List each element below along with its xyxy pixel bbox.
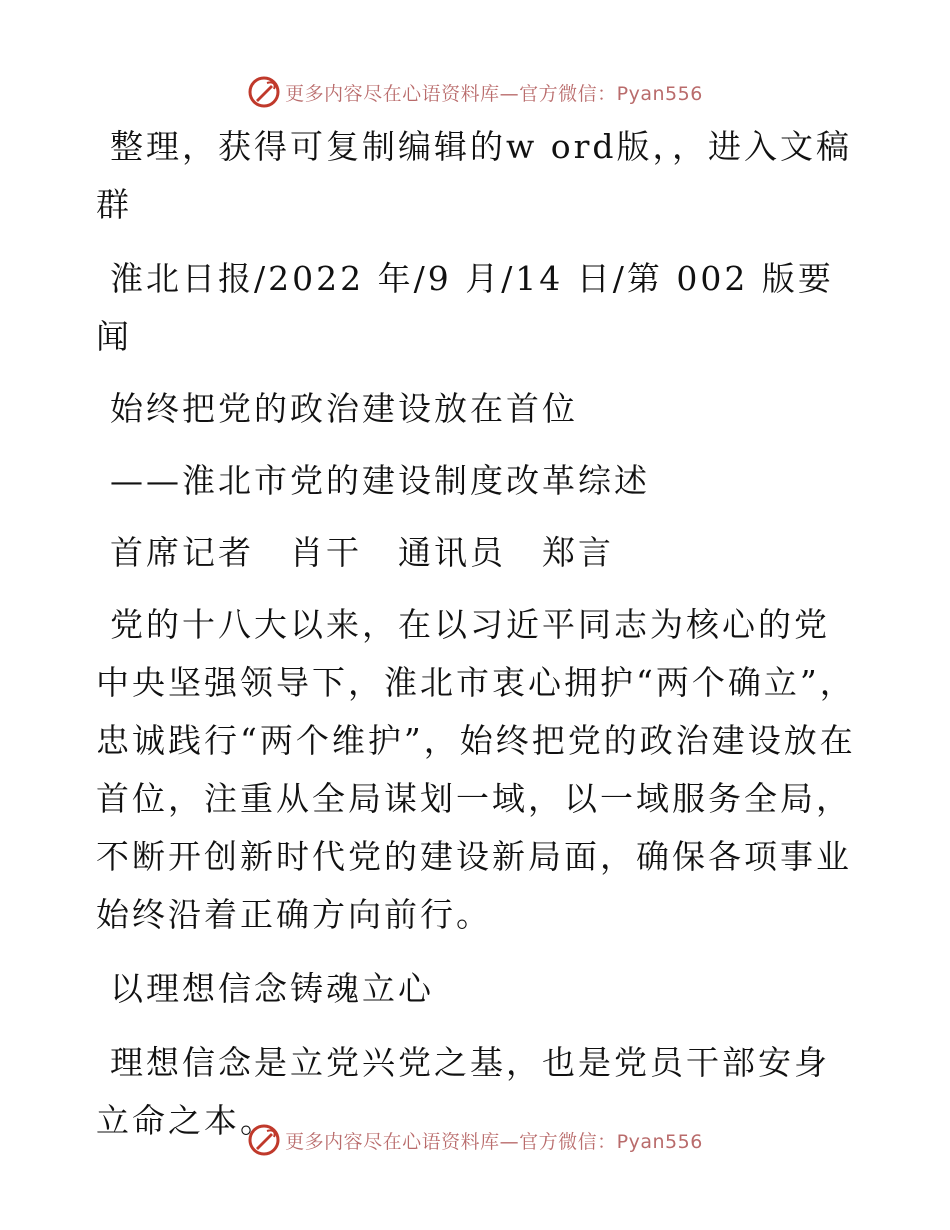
dateline: 淮北日报/2022 年/9 月/14 日/第 002 版要闻 <box>96 259 834 356</box>
footer-watermark-banner <box>0 1120 950 1160</box>
body-paragraph: 理想信念是立党兴党之基，也是党员干部安身立命之本。 <box>96 1043 830 1140</box>
banner-text: 更多内容尽在心语资料库—官方微信：Pyan556 <box>285 1130 703 1153</box>
quill-logo-icon <box>247 75 281 109</box>
document-body <box>96 118 856 1150</box>
banner-text: 更多内容尽在心语资料库—官方微信：Pyan556 <box>285 82 703 105</box>
section-heading: 以理想信念铸魂立心 <box>110 969 434 1008</box>
intro-line-continued: 群 <box>96 185 132 224</box>
body-paragraph: 党的十八大以来，在以习近平同志为核心的党中央坚强领导下，淮北市衷心拥护“两个确立”，忠诚践行“两个维护”，始终把党的政治建设放在首位，注重从全局谋划一域，以一域服务全局，不断开创新时代党的建设新局面，确保各项事业始终沿着正确方向前行。 <box>96 605 856 934</box>
headline: 始终把党的政治建设放在首位 <box>110 389 578 428</box>
subheadline: ——淮北市党的建设制度改革综述 <box>110 461 650 500</box>
intro-line: 整理，获得可复制编辑的w ord版，，进入文稿 <box>110 127 853 166</box>
byline: 首席记者 肖干 通讯员 郑言 <box>110 533 614 572</box>
quill-logo-icon <box>247 1123 281 1157</box>
header-watermark-banner <box>0 72 950 112</box>
